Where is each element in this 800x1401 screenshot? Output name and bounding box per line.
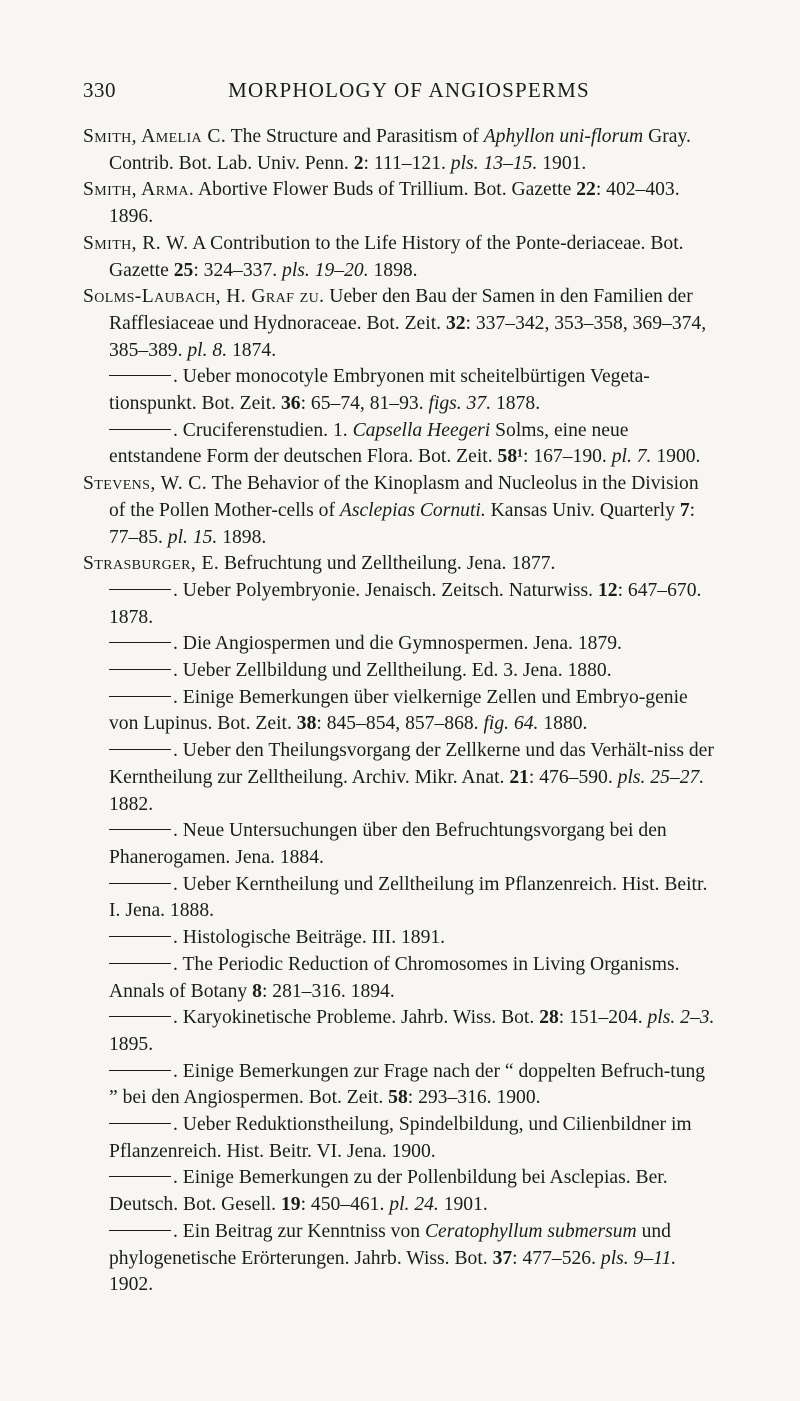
entry-text: 1898. bbox=[217, 526, 267, 548]
italic-text: fig. 64. bbox=[483, 713, 539, 735]
entry-text: 1902. bbox=[109, 1274, 154, 1296]
entry-text: Gray. Contrib. Bot. Lab. Univ. Penn. bbox=[109, 126, 691, 174]
entry-text: : 450–461. bbox=[300, 1194, 390, 1216]
entry-text: : 111–121. bbox=[363, 152, 451, 174]
volume-number: 58 bbox=[388, 1087, 408, 1109]
bibliography-entry: . Ueber Polyembryonie. Jenaisch. Zeitsch. Naturwiss. 12: 647–670. 1878. bbox=[109, 579, 702, 628]
bibliography-entry: . Karyokinetische Probleme. Jahrb. Wiss. Bot. 28: 151–204. pls. 2–3. 1895. bbox=[109, 1007, 715, 1055]
bibliography-entry: . Einige Bemerkungen zu der Pollenbildung bei Asclepias. Ber. Deutsch. Bot. Gesell. 19: 450–461. pl. 24. 1901. bbox=[109, 1167, 668, 1216]
page-number: 330 bbox=[83, 78, 116, 102]
volume-number: 38 bbox=[296, 713, 317, 735]
bibliography-entry: . The Periodic Reduction of Chromosomes in Living Organisms. Annals of Botany 8: 281–316. 1894. bbox=[109, 953, 680, 1002]
entry-text: A Contribution to the Life History of the Ponte-deriaceae. Bot. Gazette bbox=[109, 232, 684, 281]
entry-author: Stevens, W. C. bbox=[83, 473, 208, 495]
bibliography-entry: . Ueber monocotyle Embryonen mit scheitelbürtigen Vegeta-tionspunkt. Bot. Zeit. 36: 65–74, 81–93. figs. 37. 1878. bbox=[109, 366, 650, 415]
italic-text: Aphyllon uni-florum bbox=[483, 126, 644, 147]
entry-text: 1901. bbox=[537, 152, 587, 174]
volume-number: 25 bbox=[173, 259, 194, 281]
bibliography-entry bbox=[83, 177, 715, 230]
ditto-dash bbox=[109, 1230, 171, 1231]
volume-number: 28 bbox=[539, 1007, 559, 1029]
entry-text: 1901. bbox=[438, 1194, 488, 1216]
ditto-dash bbox=[109, 1070, 171, 1071]
entry-text: : 65–74, 81–93. bbox=[300, 393, 429, 415]
ditto-dash bbox=[109, 936, 171, 937]
bibliography-entry: . Ueber Zellbildung und Zelltheilung. Ed. 3. Jena. 1880. bbox=[83, 658, 715, 685]
book-page bbox=[0, 78, 800, 1401]
bibliography-entry bbox=[83, 284, 715, 364]
entry-text: Histologische Beiträge. III. 1891. bbox=[182, 927, 446, 949]
entry-text: : 845–854, 857–868. bbox=[316, 713, 484, 735]
italic-text: Ceratophyllum submersum bbox=[424, 1220, 637, 1242]
ditto-dash bbox=[109, 669, 171, 670]
entry-text: 1900. bbox=[651, 446, 701, 468]
entry-text: Ueber den Bau der Samen in den Familien der Rafflesiaceae und Hydnoraceae. Bot. Zeit. bbox=[109, 286, 693, 334]
entry-text: : 281–316. 1894. bbox=[261, 980, 395, 1002]
entry-author: Strasburger, E. bbox=[83, 553, 220, 575]
bibliography-entry: . Ueber den Theilungsvorgang der Zellkerne und das Verhält-niss der Kerntheilung zur Zelltheilung. Archiv. Mikr. Anat. 21: 476–590. pls. 25–27. 1882. bbox=[109, 740, 714, 815]
entry-text: 1882. bbox=[109, 793, 154, 815]
ditto-dash bbox=[109, 589, 171, 590]
entry-text: Kansas Univ. Quarterly bbox=[485, 499, 680, 521]
entry-text: Neue Untersuchungen über den Befruchtungsvorgang bei den Phanerogamen. Jena. 1884. bbox=[109, 820, 667, 868]
italic-text: Asclepias Cornuti. bbox=[339, 499, 486, 521]
bibliography-entry bbox=[83, 471, 715, 551]
bibliography-entry bbox=[83, 124, 715, 177]
italic-text: pls. 13–15. bbox=[450, 152, 538, 174]
italic-text: pls. 25–27. bbox=[617, 766, 705, 788]
ditto-dash bbox=[109, 375, 171, 376]
bibliography-entry: . Histologische Beiträge. III. 1891. bbox=[83, 925, 715, 952]
entry-text: Ueber monocotyle Embryonen mit scheitelbürtigen Vegeta-tionspunkt. Bot. Zeit. bbox=[109, 366, 650, 415]
entry-text: Ueber den Theilungsvorgang der Zellkerne und das Verhält-niss der Kerntheilung zur Zelltheilung. Archiv. Mikr. Anat. bbox=[109, 740, 714, 788]
ditto-dash bbox=[109, 1016, 171, 1017]
ditto-dash bbox=[109, 696, 171, 697]
volume-number: 8 bbox=[252, 980, 262, 1002]
entry-text: Cruciferenstudien. 1. bbox=[182, 419, 353, 441]
italic-text: pl. 8. bbox=[187, 339, 228, 361]
ditto-dash bbox=[109, 429, 171, 430]
entry-text: 1880. bbox=[538, 713, 588, 735]
italic-text: pls. 19–20. bbox=[282, 259, 369, 281]
italic-text: pl. 7. bbox=[611, 446, 652, 468]
entry-text: : 647–670. 1878. bbox=[109, 579, 702, 628]
bibliography-entry: . Cruciferenstudien. 1. Capsella Heegeri Solms, eine neue entstandene Form der deutschen Flora. Bot. Zeit. 58¹: 167–190. pl. 7. 1900. bbox=[109, 419, 701, 468]
volume-number: 7 bbox=[679, 499, 690, 521]
entry-text: Die Angiospermen und die Gymnospermen. Jena. 1879. bbox=[182, 633, 622, 655]
entry-author: Smith, Amelia C. bbox=[83, 126, 227, 147]
entry-author: Solms-Laubach, H. Graf zu. bbox=[83, 286, 325, 308]
ditto-dash bbox=[109, 1123, 171, 1124]
volume-number: 32 bbox=[445, 312, 466, 334]
entry-text: : 402–403. 1896. bbox=[109, 179, 680, 228]
page-header bbox=[83, 78, 715, 112]
volume-number: 19 bbox=[280, 1194, 301, 1216]
entry-text: Solms, eine neue entstandene Form der deutschen Flora. Bot. Zeit. bbox=[109, 419, 629, 468]
bibliography-entry: . Neue Untersuchungen über den Befruchtungsvorgang bei den Phanerogamen. Jena. 1884. bbox=[109, 820, 667, 868]
entry-text: 1874. bbox=[227, 339, 277, 361]
entry-text: The Behavior of the Kinoplasm and Nucleolus in the Division of the Pollen Mother-cells of bbox=[109, 473, 699, 521]
entry-text: und phylogenetische Erörterungen. Jahrb. Wiss. Bot. bbox=[109, 1220, 671, 1269]
bibliography-entry: . Einige Bemerkungen über vielkernige Zellen und Embryo-genie von Lupinus. Bot. Zeit. 38: 845–854, 857–868. fig. 64. 1880. bbox=[109, 686, 688, 735]
italic-text: pls. 2–3. bbox=[647, 1007, 715, 1029]
ditto-dash bbox=[109, 963, 171, 964]
italic-text: figs. 37. bbox=[428, 393, 492, 415]
italic-text: pl. 24. bbox=[389, 1194, 439, 1216]
volume-number: 36 bbox=[281, 393, 301, 415]
volume-number: 58¹ bbox=[497, 446, 523, 468]
bibliography-entry: . Ueber Kerntheilung und Zelltheilung im Pflanzenreich. Hist. Beitr. I. Jena. 1888. bbox=[109, 873, 708, 922]
entry-text: : 77–85. bbox=[109, 499, 696, 548]
entry-text: : 337–342, 353–358, 369–374, 385–389. bbox=[109, 312, 707, 361]
entry-text: : 293–316. 1900. bbox=[407, 1087, 541, 1109]
ditto-dash bbox=[109, 829, 171, 830]
entry-text: : 324–337. bbox=[193, 259, 283, 281]
running-title: MORPHOLOGY OF ANGIOSPERMS bbox=[228, 78, 590, 102]
ditto-dash bbox=[109, 642, 171, 643]
entry-author: Smith, Arma. bbox=[83, 179, 195, 201]
volume-number: 21 bbox=[509, 766, 529, 788]
entry-text: Befruchtung und Zelltheilung. Jena. 1877. bbox=[219, 553, 556, 575]
volume-number: 37 bbox=[492, 1247, 513, 1269]
volume-number: 2 bbox=[353, 152, 364, 174]
entry-text: Einige Bemerkungen zur Frage nach der “ doppelten Befruch-tung ” bei den Angiospermen. Bot. Zeit. bbox=[109, 1060, 706, 1109]
bibliography-list bbox=[83, 124, 715, 1299]
ditto-dash bbox=[109, 883, 171, 884]
entry-text: : 151–204. bbox=[558, 1007, 648, 1029]
bibliography-entry bbox=[83, 551, 715, 578]
bibliography-entry: . Ein Beitrag zur Kenntniss von Ceratophyllum submersum und phylogenetische Erörterungen. Jahrb. Wiss. Bot. 37: 477–526. pls. 9–11. 1902. bbox=[109, 1220, 677, 1296]
entry-text: Karyokinetische Probleme. Jahrb. Wiss. Bot. bbox=[182, 1007, 540, 1029]
entry-text: 1895. bbox=[109, 1033, 154, 1055]
entry-author: Smith, R. W. bbox=[83, 232, 189, 254]
bibliography-entry: . Die Angiospermen und die Gymnospermen. Jena. 1879. bbox=[83, 631, 715, 658]
entry-text: Ueber Zellbildung und Zelltheilung. Ed. 3. Jena. 1880. bbox=[182, 660, 612, 682]
entry-text: Ueber Kerntheilung und Zelltheilung im Pflanzenreich. Hist. Beitr. I. Jena. 1888. bbox=[109, 873, 708, 922]
bibliography-entry: . Einige Bemerkungen zur Frage nach der “ doppelten Befruch-tung ” bei den Angiospermen. Bot. Zeit. 58: 293–316. 1900. bbox=[109, 1060, 706, 1109]
bibliography-entry: . Ueber Reduktionstheilung, Spindelbildung, und Cilienbildner im Pflanzenreich. Hist. Beitr. VI. Jena. 1900. bbox=[109, 1114, 692, 1162]
entry-text: 1898. bbox=[368, 259, 418, 281]
entry-text: Einige Bemerkungen über vielkernige Zellen und Embryo-genie von Lupinus. Bot. Zeit. bbox=[109, 686, 688, 735]
entry-text: Ueber Polyembryonie. Jenaisch. Zeitsch. Naturwiss. bbox=[182, 579, 598, 601]
entry-text: Einige Bemerkungen zu der Pollenbildung bei Asclepias. Ber. Deutsch. Bot. Gesell. bbox=[109, 1167, 668, 1216]
entry-text: : 167–190. bbox=[523, 446, 612, 468]
ditto-dash bbox=[109, 749, 171, 750]
entry-text: 1878. bbox=[491, 393, 541, 415]
entry-text: The Structure and Parasitism of bbox=[226, 126, 484, 147]
italic-text: pls. 9–11. bbox=[600, 1247, 677, 1269]
entry-text: : 476–590. bbox=[528, 766, 618, 788]
italic-text: Capsella Heegeri bbox=[352, 419, 491, 441]
entry-text: : 477–526. bbox=[512, 1247, 601, 1269]
entry-text: Ueber Reduktionstheilung, Spindelbildung, und Cilienbildner im Pflanzenreich. Hist. Beitr. VI. Jena. 1900. bbox=[109, 1114, 692, 1162]
volume-number: 22 bbox=[576, 179, 596, 201]
italic-text: pl. 15. bbox=[167, 526, 218, 548]
entry-text: Abortive Flower Buds of Trillium. Bot. Gazette bbox=[194, 179, 577, 201]
volume-number: 12 bbox=[597, 579, 618, 601]
bibliography-entry bbox=[83, 231, 715, 284]
entry-text: Ein Beitrag zur Kenntniss von bbox=[182, 1220, 425, 1242]
ditto-dash bbox=[109, 1176, 171, 1177]
entry-text: The Periodic Reduction of Chromosomes in Living Organisms. Annals of Botany bbox=[109, 953, 680, 1002]
